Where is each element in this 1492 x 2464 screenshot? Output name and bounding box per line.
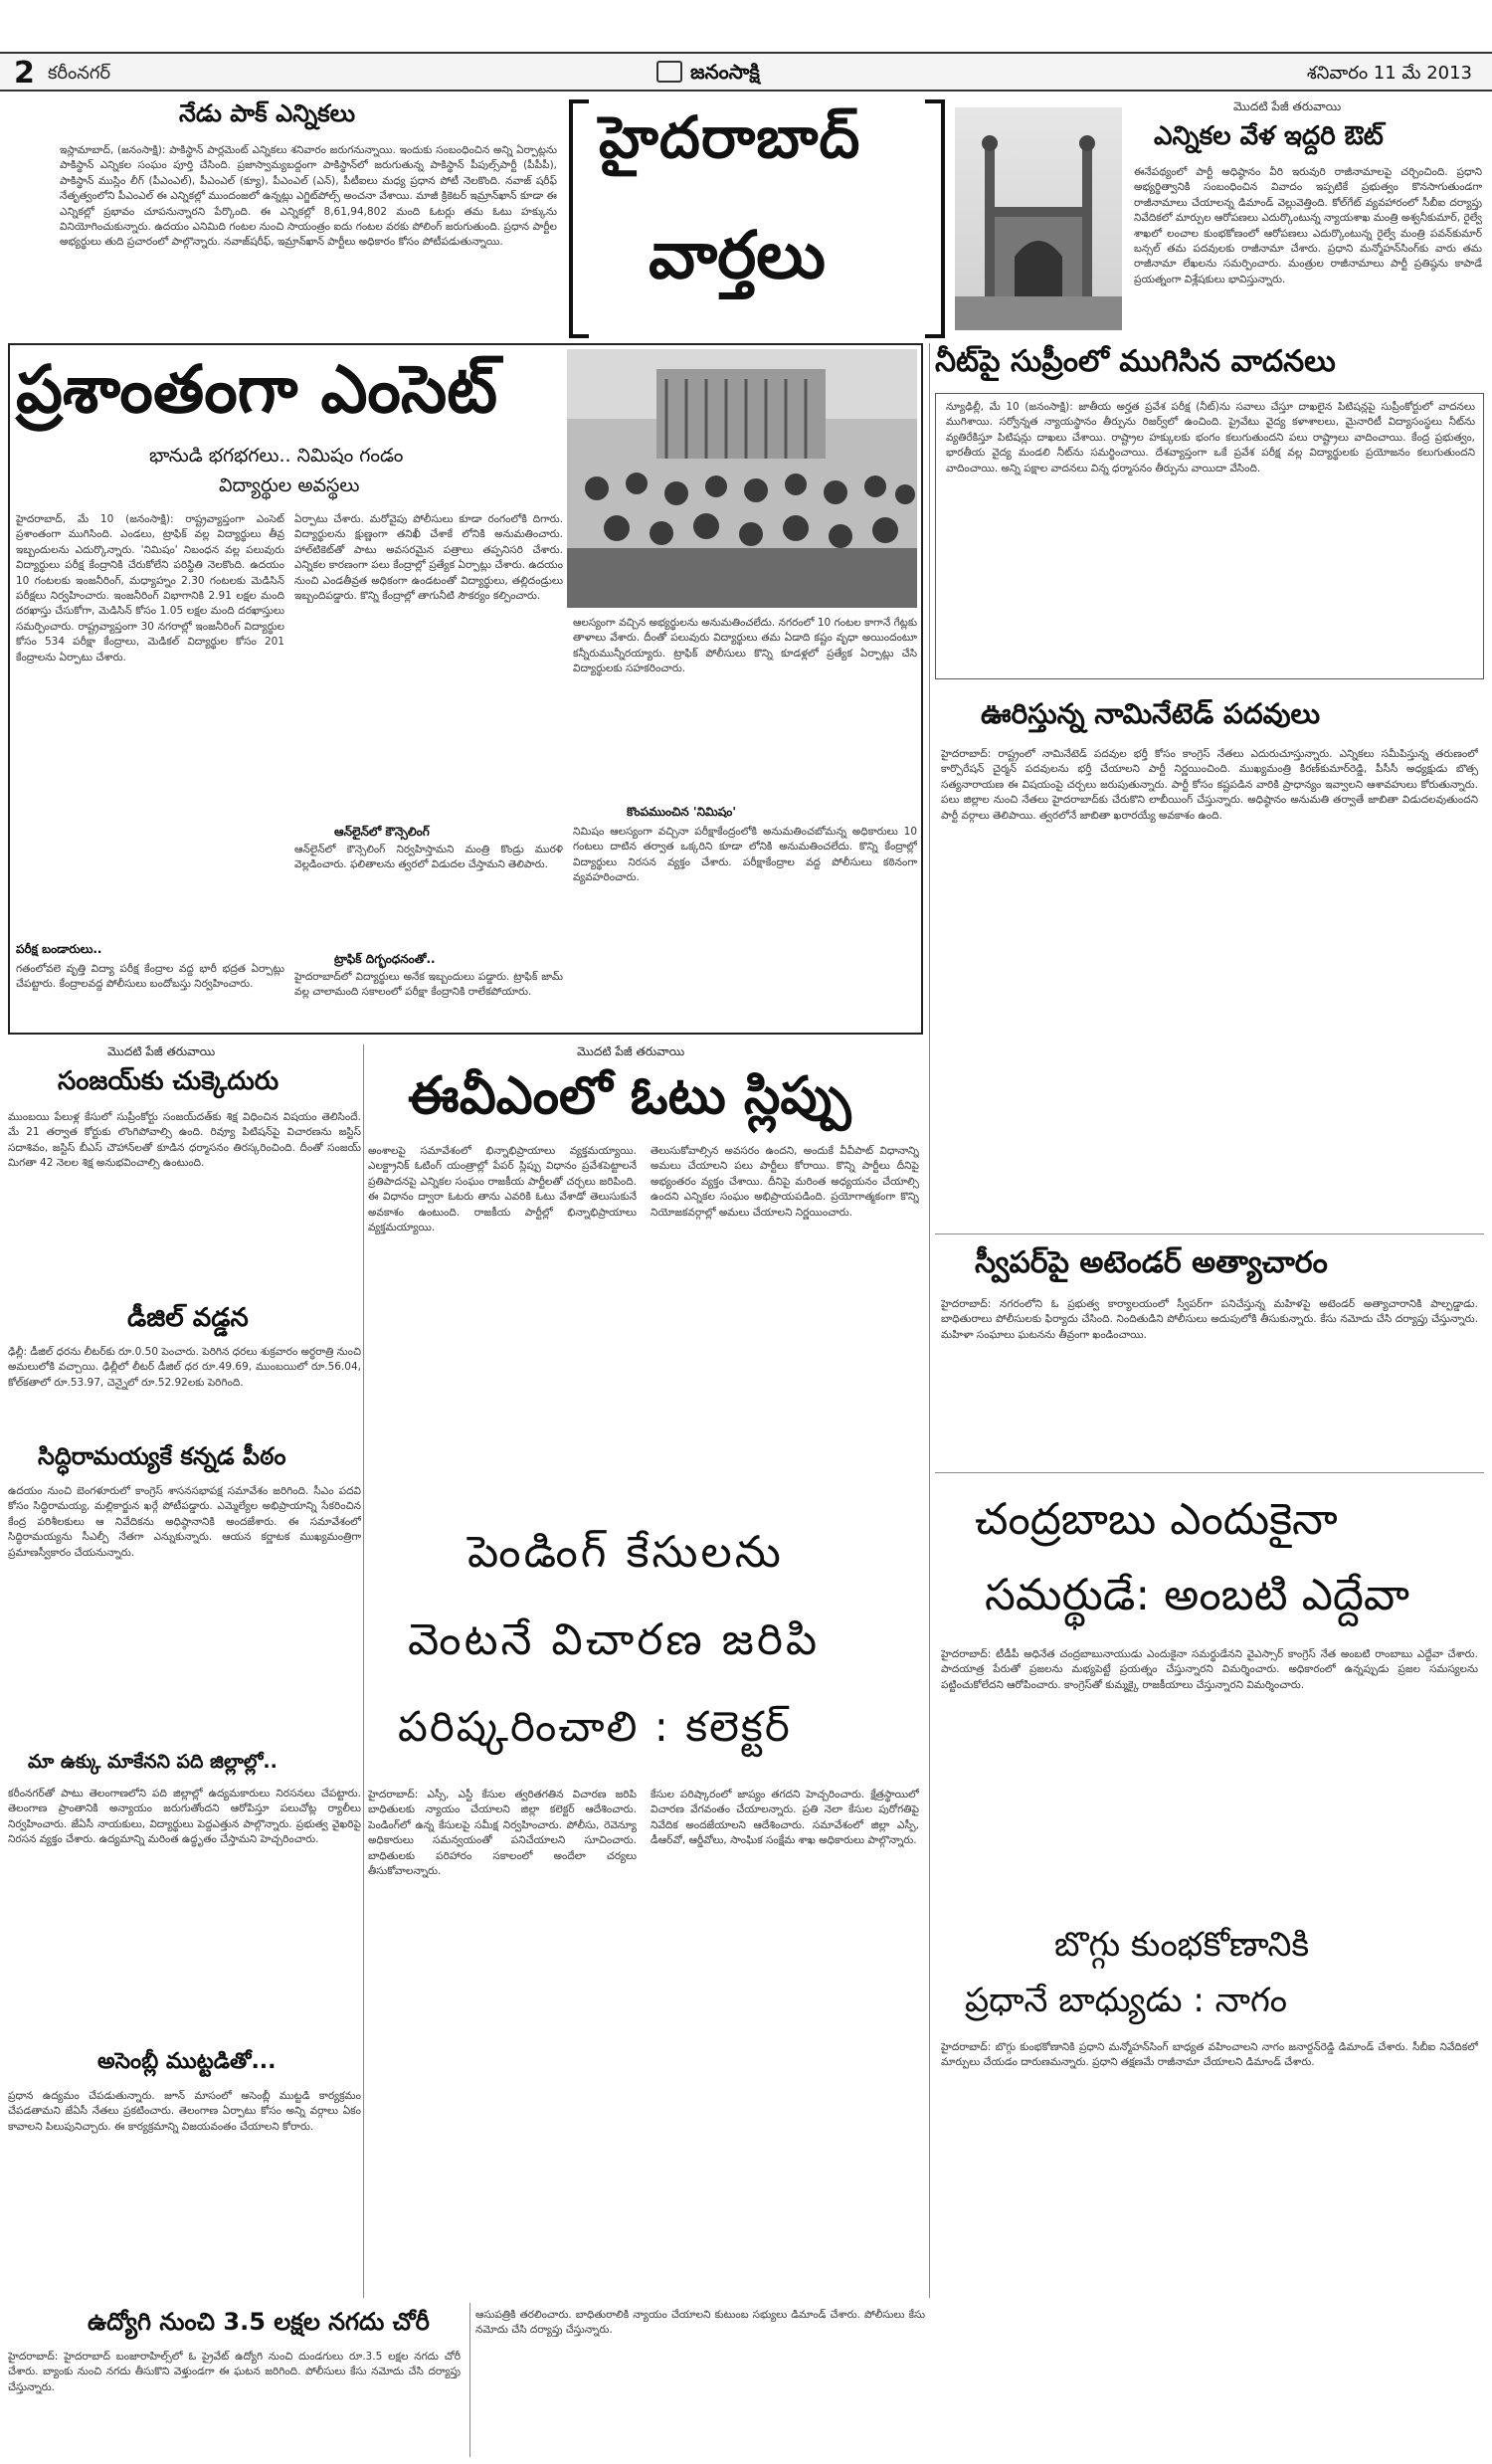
article-employee-theft <box>8 2308 466 2457</box>
article-diesel <box>8 1303 361 1432</box>
headline: ప్రశాంతంగా ఎంసెట్‌ <box>16 351 498 428</box>
continued-tag: మొదటి పేజీ తరువాయి <box>107 1044 216 1058</box>
article-two-ministers-out <box>1134 99 1482 333</box>
headline: స్వీపర్‌పై అటెండర్‌ అత్యాచారం <box>975 1245 1328 1280</box>
article-nominated-posts <box>935 691 1484 1219</box>
subhead-heat: పరీక్ష బండారులు.. <box>16 942 102 956</box>
headline: మా ఉక్కు మాకేనని పది జిల్లాల్లో.. <box>28 1751 278 1773</box>
page-number: 2 <box>14 56 35 91</box>
article-body: హైదరాబాద్‌: నగరంలోని ఓ ప్రభుత్వ కార్యాలయంలో స్వీపర్‌గా పనిచేస్తున్న మహిళపై అటెండర్‌ అత్యాచారానికి పాల్పడ్డాడు. బాధితురాలు పోలీసులకు ఫిర్యాదు చేసింది. నిందితుడిని పోలీసులు అదుపులోకి తీసుకున్నారు. కేసు నమోదు చేసి దర్యాప్తు చేస్తున్నారు. మహిళా సంఘాలు ఘటనను తీవ్రంగా ఖండించాయి. <box>941 1298 1478 1341</box>
article-body: ఢిల్లీ: డీజిల్‌ ధరను లీటర్‌కు రూ.0.50 పెంచారు. పెరిగిన ధరలు శుక్రవారం అర్ధరాత్రి నుంచి అమలులోకి వచ్చాయి. ఢిల్లీలో లీటర్‌ డీజిల్‌ ధర రూ.49.69, ముంబయిలో రూ.56.04, కోల్‌కతాలో రూ.53.97, చెన్నైలో రూ.52.92లకు పెరిగింది. <box>8 1346 361 1389</box>
article-evm <box>368 1044 925 1522</box>
headline: అసెంబ్లీ ముట్టడితో... <box>97 2049 277 2074</box>
article-body: హైదరాబాద్‌: రాష్ట్రంలో నామినేటెడ్‌ పదవుల భర్తీ కోసం కాంగ్రెస్‌ నేతలు ఎదురుచూస్తున్నారు. ఎన్నికలు సమీపిస్తున్న తరుణంలో కార్పొరేషన్‌ చైర్మన్‌ పదవులను భర్తీ చేయాలని పార్టీ నిర్ణయించింది. ముఖ్యమంత్రి కిరణ్‌కుమార్‌రెడ్డి, పీసీసీ అధ్యక్షుడు బొత్స సత్యనారాయణ ఈ విషయంపై చర్చలు జరుపుతున్నారు. పార్టీ కోసం కష్టపడిన వారికి ప్రాధాన్యం ఇవ్వాలని ఆశావహులు కోరుతున్నారు. పలు జిల్లాల నుంచి నేతలు హైదరాబాద్‌కు చేరుకొని లాబీయింగ్‌ చేస్తున్నారు. అధిష్ఠానం అనుమతి తర్వాతే జాబితా విడుదలవుతుందని పార్టీ వర్గాలు తెలిపాయి. త్వరలోనే జాబితా ఖరారయ్యే అవకాశం ఉంది. <box>941 748 1478 822</box>
article-body-col-1b: గతంలోవలె వృత్తి విద్యా పరీక్ష కేంద్రాల వద్ద భారీ భద్రత ఏర్పాట్లు చేపట్టారు. కేంద్రాలవద్ద పోలీసులు బందోబస్తు నిర్వహించారు. <box>16 963 284 991</box>
headline: ఉద్యోగి నుంచి 3.5 లక్షల నగదు చోరీ <box>88 2308 430 2336</box>
article-sweeper <box>935 1233 1484 1447</box>
article-body: ప్రధాన ఉద్యమం చేపడుతున్నారు. జూన్‌ మాసంలో అసెంబ్లీ ముట్టడి కార్యక్రమం చేపడతామని జేఏసీ నేతలు ప్రకటించారు. తెలంగాణ ఏర్పాటు కోసం అన్ని వర్గాలు ఏకం కావాలని పిలుపునిచ్చారు. ఈ కార్యక్రమాన్ని విజయవంతం చేయాలని కోరారు. <box>8 2090 361 2133</box>
column-rule <box>363 1044 364 2298</box>
article-body: ఆసుపత్రికి తరలించారు. బాధితురాలికి న్యాయం చేయాలని కుటుంబ సభ్యులు డిమాండ్‌ చేశారు. పోలీసులు కేసు నమోదు చేసి దర్యాప్తు చేస్తున్నారు. <box>475 2309 925 2337</box>
deck-line-2: విద్యార్థుల అవస్థలు <box>219 474 360 496</box>
subhead-online: ఆన్‌లైన్‌లో కౌన్సెలింగ్‌ <box>334 825 430 839</box>
article-body: కరీంనగర్‌తో పాటు తెలంగాణలోని పది జిల్లాల్లో ఉద్యమకారులు నిరసనలు చేపట్టారు. తెలంగాణ ప్రాంతానికి అన్యాయం జరుగుతోందని ఆరోపిస్తూ పలుచోట్ల ర్యాలీలు నిర్వహించారు. జేఏసీ నాయకులు, విద్యార్థులు పెద్దఎత్తున పాల్గొన్నారు. ప్రభుత్వ వైఖరిపై నిరసన వ్యక్తం చేశారు. ఉద్యమాన్ని మరింత ఉద్ధృతం చేస్తామని హెచ్చరించారు. <box>8 1788 361 1846</box>
article-body-col-2: కేసుల పరిష్కారంలో జాప్యం తగదని హెచ్చరించారు. క్షేత్రస్థాయిలో విచారణ వేగవంతం చేయాలన్నారు. ప్రతి నెలా కేసుల పురోగతిపై నివేదిక అందజేయాలని ఆదేశించారు. సమావేశంలో జిల్లా ఎస్పీ, డీఆర్‌వో, ఆర్డీవోలు, సాంఘిక సంక్షేమ శాఖ అధికారులు పాల్గొన్నారు. <box>651 1789 919 1847</box>
headline: నేడు పాక్‌ ఎన్నికలు <box>179 99 356 127</box>
subhead-traffic: ట్రాఫిక్‌ దిగ్భంధనంతో.. <box>334 952 436 966</box>
article-footer-snippet <box>475 2308 925 2457</box>
deck-line-1: భానుడి భగభగలు.. నిమిషం గండం <box>149 445 404 467</box>
column-rule <box>469 2303 470 2457</box>
section-name: కరీంనగర్ <box>48 63 110 84</box>
continued-tag: మొదటి పేజీ తరువాయి <box>1233 99 1342 113</box>
article-neet <box>935 343 1484 681</box>
subhead-minute: కొంపముంచిన 'నిమిషం' <box>627 805 737 819</box>
article-body: హైదరాబాద్‌: హైదరాబాద్‌ బంజారాహిల్స్‌లో ఓ ప్రైవేట్‌ ఉద్యోగి నుంచి దుండగులు రూ.3.5 లక్షల నగదు చోరీ చేశారు. బ్యాంకు నుంచి నగదు తీసుకొని వెళ్తుండగా ఈ ఘటన జరిగింది. పోలీసులు కేసు నమోదు చేసి దర్యాప్తు చేస్తున్నారు. <box>8 2351 461 2393</box>
headline: ఎన్నికల వేళ ఇద్దరి ఔట్‌ <box>1154 121 1384 151</box>
article-body: హైదరాబాద్‌: టీడీపీ అధినేత చంద్రబాబునాయుడు ఎందుకైనా సమర్థుడేనని వైఎస్సార్‌ కాంగ్రెస్‌ నేత అంబటి రాంబాబు ఎద్దేవా చేశారు. పాదయాత్ర పేరుతో ప్రజలను మభ్యపెట్టే ప్రయత్నం చేస్తున్నారని విమర్శించారు. అధికారంలో ఉన్నప్పుడు ప్రజల సమస్యలను పట్టించుకోలేదని ఆరోపించారు. కాంగ్రెస్‌తో కుమ్మక్కై రాజకీయాలు చేస్తున్నారని విమర్శించారు. <box>941 1648 1478 1691</box>
article-sanjay <box>8 1044 361 1298</box>
banner-title-line2: వార్తలు <box>649 217 826 293</box>
article-body-col-2: తెలుసుకోవాల్సిన అవసరం ఉందని, అందుకే వీవీపాట్‌ విధానాన్ని అమలు చేయాలని పలు పార్టీలు కోరాయి. కొన్ని పార్టీలు దీనిపై అభ్యంతరం వ్యక్తం చేశాయి. దీనిపై మరింత అధ్యయనం చేయాల్సి ఉందని ఎన్నికల సంఘం అభిప్రాయపడింది. ప్రయోగాత్మకంగా కొన్ని నియోజకవర్గాల్లో అమలు చేయాలని నిర్ణయించారు. <box>651 1145 919 1219</box>
article-pak-elections <box>60 99 557 360</box>
headline: సిద్ధిరామయ్యకే కన్నడ పీఠం <box>38 1442 286 1470</box>
column-rule <box>929 343 930 2298</box>
article-body: ఈనేపథ్యంలో పార్టీ అధిష్ఠానం వీరి ఇరువురి రాజీనామాలపై చర్చించింది. ప్రధాని అభ్యర్థిత్వానికి సంబంధించిన వివాదం ఇప్పటికే ప్రభుత్వం కొనసాగుతుండగా రాజీనామాలు చేయాలన్న డిమాండ్‌ వెల్లువెత్తింది. కోల్‌గేట్‌ వ్యవహారంలో సీబీఐ దర్యాప్తు నివేదికలో మార్పుల ఆరోపణలు ఎదుర్కొంటున్న న్యాయశాఖ మంత్రి అశ్వనీకుమార్‌, రైల్వే శాఖలో లంచాల కుంభకోణంలో ఆరోపణలు ఎదుర్కొంటున్న రైల్వే మంత్రి పవన్‌కుమార్‌ బన్సల్‌ తమ పదవులకు రాజీనామా చేశారు. ప్రధాని మన్మోహన్‌సింగ్‌కు వారు తమ రాజీనామా లేఖలను సమర్పించారు. మంత్రుల రాజీనామాలు పార్టీ ప్రతిష్ఠను కాపాడే ప్రయత్నంగా విశ్లేషకులు భావిస్తున్నారు. <box>1134 166 1482 285</box>
issue-date: శనివారం 11 మే 2013 <box>1306 63 1472 84</box>
paper-logo-icon <box>656 61 682 83</box>
headline-line-2: సమర్థుడే: అంబటి ఎద్దేవా <box>985 1570 1410 1620</box>
article-body-col-2c: హైదరాబాద్‌లో విద్యార్థులు అనేక ఇబ్బందులు పడ్డారు. ట్రాఫిక్‌ జామ్‌ వల్ల చాలామంది సకాలంలో పరీక్షా కేంద్రానికి రాలేకపోయారు. <box>294 971 563 999</box>
article-body-col-3: ఆలస్యంగా వచ్చిన అభ్యర్థులను అనుమతించలేదు. నగరంలో 10 గంటల కాగానే గేట్లకు తాళాలు వేశారు. దీంతో పలువురు విద్యార్థులు తమ ఏడాది కష్టం వృధా అయిందంటూ కన్నీరుమున్నీరయ్యారు. ట్రాఫిక్‌ పోలీసులు కొన్ని కూడళ్లలో ప్రత్యేక ఏర్పాట్లు చేసి విద్యార్థులకు సహకరించారు. <box>573 617 917 675</box>
masthead-bar <box>0 52 1492 92</box>
article-pending-cases <box>368 1527 925 2293</box>
article-eamcet <box>8 343 923 1035</box>
headline-line-1: చంద్రబాబు ఎందుకైనా <box>975 1494 1338 1545</box>
headline-line-2: ప్రధానే బాధ్యుడు : నాగం <box>965 1981 1288 2020</box>
headline-line-2: వెంటనే విచారణ జరిపి <box>408 1614 821 1665</box>
article-body: ఉదయం నుంచి బెంగళూరులో కాంగ్రెస్‌ శాసనసభాపక్ష సమావేశం జరిగింది. సీఎం పదవి కోసం సిద్ధిరామయ్య, మల్లికార్జున ఖర్గే పోటీపడ్డారు. ఎమ్మెల్యేల అభిప్రాయాన్ని సేకరించిన కేంద్ర పరిశీలకులు ఆ నివేదికను అధిష్ఠానానికి అందజేశారు. ఈ సమావేశంలో సిద్ధిరామయ్యను సీఎల్పీ నేతగా ఎన్నుకున్నారు. ఆయన కర్ణాటక ముఖ్యమంత్రిగా ప్రమాణస్వీకారం చేయనున్నారు. <box>8 1485 361 1559</box>
hyderabad-news-banner <box>569 99 1126 338</box>
headline: సంజయ్‌కు చుక్కెదురు <box>58 1066 280 1096</box>
article-body-col-2: ఏర్పాటు చేశారు. మరోవైపు పోలీసులు కూడా రంగంలోకి దిగారు. విద్యార్థులను క్షుణ్ణంగా తనిఖీ చేశాకే లోనికి అనుమతించారు. హాల్‌టికెట్‌తో పాటు అవసరమైన పత్రాలు తప్పనిసరి చేశారు. ఎన్నికల కారణంగా పలు కేంద్రాల్లో ప్రత్యేక ఏర్పాట్లు చేశారు. ఉదయం నుంచి ఎండతీవ్రత అధికంగా ఉండటంతో విద్యార్థులు, తల్లిదండ్రులు ఇబ్బందిపడ్డారు. కొన్ని కేంద్రాల్లో తాగునీటి సౌకర్యం కల్పించారు. <box>294 513 563 603</box>
article-coal-scam <box>935 1925 1484 2263</box>
article-assembly <box>8 2049 361 2248</box>
continued-tag: మొదటి పేజీ తరువాయి <box>577 1044 685 1058</box>
divider <box>935 1472 1484 1473</box>
headline: నీట్‌పై సుప్రీంలో ముగిసిన వాదనలు <box>935 344 1336 379</box>
article-body-col-1: హైదరాబాద్‌: ఎస్సీ, ఎస్టీ కేసుల త్వరితగతిన విచారణ జరిపి బాధితులకు న్యాయం చేయాలని జిల్లా కలెక్టర్‌ ఆదేశించారు. పెండింగ్‌లో ఉన్న కేసులపై సమీక్ష నిర్వహించారు. పోలీసు, రెవెన్యూ అధికారులు సమన్వయంతో పనిచేయాలని సూచించారు. బాధితులకు పరిహారం సకాలంలో అందేలా చర్యలు తీసుకోవాలన్నారు. <box>368 1789 637 1878</box>
article-body-col-1: హైదరాబాద్‌, మే 10 (జనంసాక్షి): రాష్ట్రవ్యాప్తంగా ఎంసెట్‌ ప్రశాంతంగా ముగిసింది. ఎండలు, ట్రాఫిక్‌ వల్ల విద్యార్థులు తీవ్ర ఇబ్బందులను ఎదుర్కొన్నారు. 'నిమిషం' నిబంధన వల్ల పలువురు విద్యార్థులు పరీక్ష కేంద్రానికి చేరుకోలేని పరిస్థితి నెలకొంది. ఉదయం 10 గంటలకు ఇంజనీరింగ్‌, మధ్యాహ్నం 2.30 గంటలకు మెడిసిన్‌ పరీక్షలు నిర్వహించారు. ఇంజనీరింగ్‌ విభాగానికి 2.91 లక్షల మంది దరఖాస్తు చేసుకోగా, మెడిసిన్‌ కోసం 1.05 లక్షల మంది దరఖాస్తులు సమర్పించారు. రాష్ట్రవ్యాప్తంగా 30 నగరాల్లో ఇంజనీరింగ్‌ విద్యార్థుల కోసం 534 పరీక్షా కేంద్రాలు, మెడికల్‌ విద్యార్థుల కోసం 201 కేంద్రాలను ఏర్పాటు చేశారు. <box>16 513 284 663</box>
headline-line-1: బొగ్గు కుంభకోణానికి <box>1054 1925 1310 1965</box>
headline-line-3: పరిష్కరించాలి : కలెక్టర్‌ <box>398 1702 792 1751</box>
bracket-right <box>925 99 945 338</box>
bracket-left <box>569 99 589 338</box>
headline-line-1: పెండింగ్‌ కేసులను <box>467 1527 784 1578</box>
divider <box>935 1233 1484 1234</box>
headline: డీజిల్‌ వడ్డన <box>127 1303 249 1333</box>
article-chandrababu <box>935 1472 1484 1910</box>
headline: ఈవీఎంలో ఓటు స్లిప్పు <box>408 1066 851 1126</box>
charminar-photo <box>955 107 1122 330</box>
article-siddaramaiah <box>8 1442 361 1741</box>
banner-title-line1: హైదరాబాద్ <box>599 103 861 171</box>
article-body: ముంబయి పేలుళ్ల కేసులో సుప్రీంకోర్టు సంజయ్‌దత్‌కు శిక్ష విధించిన విషయం తెలిసిందే. మే 21 తర్వాత కోర్టుకు లొంగిపోవాల్సి ఉంది. రివ్యూ పిటిషన్‌పై విచారణను జస్టిస్‌ సదాశివం, జస్టిస్‌ బీఎస్‌ చౌహాన్‌లతో కూడిన ధర్మాసనం తిరస్కరించింది. దీంతో సంజయ్‌ మిగతా 42 నెలల శిక్ష అనుభవించాల్సి ఉంటుంది. <box>8 1111 361 1170</box>
article-body: హైదరాబాద్‌: బొగ్గు కుంభకోణానికి ప్రధాని మన్మోహన్‌సింగ్‌ బాధ్యత వహించాలని నాగం జనార్దన్‌రెడ్డి డిమాండ్‌ చేశారు. సీబీఐ నివేదికలో మార్పులు చేయడం దారుణమన్నారు. ప్రధాని తక్షణమే రాజీనామా చేయాలని డిమాండ్‌ చేశారు. <box>941 2041 1478 2069</box>
article-body-col-1: అంశాలపై సమావేశంలో భిన్నాభిప్రాయాలు వ్యక్తమయ్యాయి. ఎలక్ట్రానిక్‌ ఓటింగ్‌ యంత్రాల్లో పేపర్‌ స్లిప్పు విధానం ప్రవేశపెట్టాలనే ప్రతిపాదనపై ఎన్నికల సంఘం రాజకీయ పార్టీలతో చర్చలు జరిపింది. ఈ విధానం ద్వారా ఓటరు తాను ఎవరికి ఓటు వేశాడో తెలుసుకునే అవకాశం ఉంటుంది. రాజకీయ పార్టీల్లో భిన్నాభిప్రాయాలు వ్యక్తమయ్యాయి. <box>368 1145 637 1234</box>
paper-name: జనంసాక్షి <box>690 60 760 84</box>
article-ten-districts <box>8 1751 361 2039</box>
article-body: ఇస్లామాబాద్‌, (జనంసాక్షి): పాకిస్థాన్‌ పార్లమెంట్‌ ఎన్నికలు శనివారం జరుగనున్నాయి. ఇందుకు సంబంధించిన అన్ని ఏర్పాట్లను పాకిస్థాన్‌ ఎన్నికల సంఘం పూర్తి చేసింది. ప్రజాస్వామ్యబద్దంగా పాకిస్థాన్‌లో జరుగుతున్న పాకిస్థాన్‌ పీపుల్స్‌పార్టీ (పీపీపీ), పాకిస్థాన్‌ ముస్లిం లీగ్‌ (పీఎంఎల్‌), పీఎంఎల్‌ (క్యూ), పీఎంఎల్‌ (ఎన్‌), పీటీఐలు మధ్య ప్రధాన పోటీ నెలకొంది. నవాజ్‌ షరీఫ్‌ నేతృత్వంలోని పీఎంఎల్‌ ఈ ఎన్నికల్లో ముందంజలో ఉన్నట్లు ఎగ్జిట్‌పోల్స్‌ అంచనా వేశాయి. మాజీ క్రికెటర్‌ ఇమ్రాన్‌ఖాన్‌ కూడా ఈ ఎన్నికల్లో ప్రభావం చూపనున్నారని పేర్కొంది. ఈ ఎన్నికల్లో 8,61,94,802 మంది ఓటర్లు తమ ఓటు హక్కును వినియోగించుకున్నారు. ఉదయం ఎనిమిది గంటల నుంచి సాయంత్రం ఐదు గంటల వరకు పోలింగ్‌ జరుగుతుంది. ప్రధాన పార్టీల అభ్యర్థులు తుది ప్రచారంలో పాల్గొన్నారు. నవాజ్‌షరీఫ్‌, ఇమ్రాన్‌ఖాన్‌ పార్టీలు అధికారం కోసం పోటీపడుతున్నాయి. <box>60 144 557 249</box>
headline: ఊరిస్తున్న నామినేటెడ్‌ పదవులు <box>981 697 1321 730</box>
neet-box <box>935 393 1484 679</box>
article-body-col-3b: నిమిషం ఆలస్యంగా వచ్చినా పరీక్షాకేంద్రంలోకి అనుమతించబోమన్న అధికారులు 10 గంటలు దాటిన తర్వాత ఒక్కరిని కూడా లోనికి అనుమతించలేదు. కొన్ని కేంద్రాల్లో విద్యార్థులు నిరసన వ్యక్తం చేశారు. పరీక్షాకేంద్రాల వద్ద పోలీసులు కఠినంగా వ్యవహరించారు. <box>573 826 917 884</box>
article-body-col-2b: ఆన్‌లైన్‌లో కౌన్సెలింగ్‌ నిర్వహిస్తామని మంత్రి కొండ్రు మురళి వెల్లడించారు. ఫలితాలను త్వరలో విడుదల చేస్తామని తెలిపారు. <box>294 844 563 871</box>
article-body: న్యూఢిల్లీ, మే 10 (జనంసాక్షి): జాతీయ అర్హత ప్రవేశ పరీక్ష (నీట్‌)ను సవాలు చేస్తూ దాఖలైన పిటిషన్లపై సుప్రీంకోర్టులో వాదనలు ముగిశాయి. సర్వోన్నత న్యాయస్థానం తీర్పును రిజర్వ్‌లో ఉంచింది. ప్రైవేటు వైద్య కళాశాలలు, మైనారిటీ విద్యాసంస్థలు నీట్‌ను వ్యతిరేకిస్తూ పిటిషన్లు దాఖలు చేశాయి. రాష్ట్రాల హక్కులకు భంగం కలుగుతుందని పలు రాష్ట్రాలు వాదించాయి. కేంద్ర ప్రభుత్వం, భారతీయ వైద్య మండలి నీట్‌ను సమర్థించాయి. దేశవ్యాప్తంగా ఒకే ప్రవేశ పరీక్ష వల్ల విద్యార్థులకు ప్రయోజనం కలుగుతుందని వాదించాయి. అన్ని పక్షాల వాదనలు విన్న ధర్మాసనం తీర్పును వాయిదా వేసింది. <box>946 401 1475 474</box>
students-crowd-photo <box>567 349 917 608</box>
